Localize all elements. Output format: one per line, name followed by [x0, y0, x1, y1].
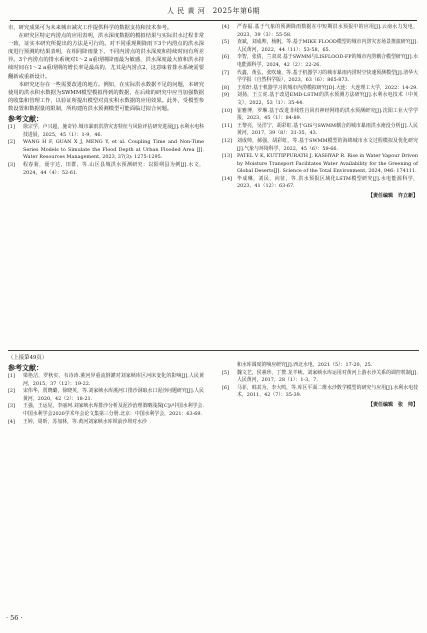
paragraph: 在研究区特定内涝点的应用表明，洪水深度数据的模拟结果与实际洪水过程非常一致，证实本研究所提出的方法是可行的。对不同重现期降雨下3个内涝点的洪水深度进行预测的结果表明，在相同降雨量下，不同内涝点的洪水深度和持续时间有所差异。3个内涝点的排水系统对1～2 a重现期降雨最为敏感，洪水深度最大值和洪水持续时间在1～2 a重现期的增长率是最高的，尤其是内涝点2，这意味着排水系统需要翻新或重新设计。 [8, 33, 204, 80]
reference-number: [11] [222, 122, 233, 129]
reference-item [222, 108, 418, 123]
reference-text: 刘成帅，郝强，胡彩虹，等.基于SWMM模型的海绵城市水文过程模拟及优化研究[J].气象与环境科学，2022，45（6）：59-66. [237, 137, 418, 152]
reference-text: PATEL V K, KUTTIPPURATH J, KASHYAP R. Rise in Water Vapour Driven by Moisture Transport Facilitates Water Availability for the Greening of Global Deserts[J]. Science of the Total Environment, 2024, 946: 174111. [237, 153, 418, 175]
reference-text: 王黎亮，吴洋宁，胡彩虹.基于GIS与SWMM耦合的城市暴雨洪水淹没分析[J].人民黄河，2017，39（8）：31-35，43. [237, 122, 418, 137]
reference-item [8, 139, 204, 162]
section-divider [8, 350, 419, 351]
reference-text: 刘扬，王立虎.基于改进EMD-LSTM的洪水预测方法研究[J].水利水电技术（中英文），2022，53（1）：35-44. [237, 92, 418, 106]
reference-text: 王婷，周昕，苏加林，等.黄河刘家峡水库坝前沙坝对水沙 [23, 418, 147, 425]
reference-item [222, 24, 418, 39]
reference-text: 宋伟华，贾晓璐，徐晓英，等.刘家峡水库洮河口排沙洞取水口泥沙问题研究[J].人民黄河，2020，42（2）：18-21. [23, 388, 204, 402]
reference-item [8, 403, 204, 418]
reference-number: [6] [222, 384, 229, 391]
reference-number: [12] [222, 137, 233, 144]
reference-text: 梁艳洁，罗秋实，韦诗涛.洮河异重流倒灌对刘家峡库区河床变化的影响[J].人民黄河，2015，37（12）：19-22. [23, 373, 204, 387]
reference-text: 程春菊，聂宇达，田群，等.山区县城洪水预测研究：以阳朔县为例[J].水文，2024，44（4）：52-61. [23, 162, 204, 176]
reference-list [8, 373, 204, 426]
reference-number: [4] [8, 418, 15, 425]
page-number: · 56 · [6, 614, 23, 622]
reference-text: 崔雅博，罗琳.基于改进非线性自回归神经网络的洪水预测研究[J].沈阳工业大学学报，2023，45（1）：84-89. [237, 107, 418, 122]
reference-item [8, 124, 204, 139]
reference-item [222, 385, 418, 400]
reference-number: [10] [222, 107, 233, 114]
reference-text: 徐宗学，卢兴超，施奇钤.城市暴雨洪涝灾害特征与风险评估研究进展[J].水利水电科技进展，2025，45（1）：1-9，46. [23, 124, 204, 138]
reference-text: WANG H F, GUAN X J, MENG Y, et al. Coupling Time and Non-Time Series Models to Simulate the Flood Depth at Urban Flooded Area [J]. Water Resources Management, 2023, 37(3): 1275-1295. [23, 139, 204, 161]
reference-number: [14] [222, 175, 233, 182]
reference-number: [5] [222, 39, 229, 46]
reference-item [222, 370, 418, 385]
reference-number: [3] [8, 403, 15, 410]
reference-number: [13] [222, 153, 233, 160]
reference-text: 马菲，韩其为，李大鸣，等.库区平面二维水沙数学模型的研究与应用[J].水利水电技术，2011，42（7）：35-39. [237, 384, 418, 399]
header-rule [10, 20, 417, 21]
references-heading: 参考文献： [8, 364, 43, 372]
reference-list [222, 362, 418, 400]
reference-text: 魏文艺，侯素珍，丁赞.龙羊峡、刘家峡水库运用对黄河上游水沙关系的调控机制[J].人民黄河，2017，28（1）：1-3，7. [237, 369, 418, 384]
reference-item [222, 123, 418, 138]
reference-number: [1] [8, 373, 15, 379]
reference-text: 严春福.基于气象的预测降雨数据在中短期洪水预报中的应用[J].云南水力发电，2023，39（3）：55-58. [237, 24, 418, 38]
reference-item [8, 162, 204, 177]
reference-list [8, 124, 204, 177]
reference-number: [1] [8, 124, 15, 131]
top-left-column [8, 24, 204, 177]
paragraph: 市，研究成果可为未来城市减灾工作提供科学的数据支持和技术参考。 [8, 25, 173, 31]
editor-credit: 【责任编辑 许立新】 [367, 193, 418, 200]
bottom-right-column [222, 362, 418, 409]
reference-item [222, 176, 418, 191]
reference-number: [2] [8, 139, 15, 146]
editor-credit: 【责任编辑 张 帅】 [367, 401, 418, 408]
references-heading: 参考文献： [8, 115, 43, 124]
reference-item [8, 419, 204, 427]
reference-number: [3] [8, 162, 15, 168]
paragraph: 本研究还存在一些需要改进的地方。例如，在实际洪水数据不足的问题，本研究使用的洪水积水数据为SWMM模型模拟得到的数据，在后续的研究中应当加强数据的收集和管理工作，以验证所提出模型对真实积水数据的应用效果。此外，受模型参数设置和数据量的限制，所构建的洪水预测模型可能面临过拟合问题。 [8, 81, 204, 112]
reference-text: 王强，王运见，李丽珂.刘家峡水库排沙分析及泥沙治理策略浅探[C]//中国水利学会.中国水利学会2020学术年会论文集第三分册.北京：中国水利学会，2021：63-69. [23, 403, 204, 417]
reference-text: 查斌，刘成帅，杨帆，等.基于MIKE FLOOD模型的城市内涝灾害场景推演研究[J].人民黄河，2022，44（11）：53-58，65. [237, 39, 418, 53]
continued-note: （上接第49页） [8, 355, 48, 361]
reference-text: 王柏轩.基于机器学习的城市内涝模拟研究[D].大连：大连理工大学，2022：14-29. [237, 84, 418, 91]
reference-text: 代鑫，黄弘，张吹瑜，等.基于机器学习的城市暴雨内涝时空快速预测模型[J].清华大学学报（自然科学版），2023，63（6）：865-873. [237, 69, 418, 84]
reference-item [222, 153, 418, 176]
reference-item [222, 70, 418, 85]
reference-item [222, 39, 418, 54]
top-right-column [222, 24, 418, 200]
reference-number: [6] [222, 54, 229, 61]
reference-text: 李智，张倩，兰双双.基于SWMM与LISFLOOD-FP的城市内涝耦合模型研究[J].水电能源科学，2024，42（2）：22-26. [237, 54, 418, 68]
running-header: 人 民 黄 河 2025年第6期 [167, 7, 260, 15]
reference-number: [8] [222, 84, 229, 91]
reference-number: [9] [222, 92, 229, 99]
reference-number: [5] [222, 369, 229, 376]
reference-text: 毕成琳，刘民，向征，等.洪水预报区域化LSTM模型研究[J].水电能源科学，2023，41（12）：63-67. [237, 175, 418, 190]
reference-item [222, 92, 418, 107]
reference-item [8, 373, 204, 388]
reference-item [222, 138, 418, 153]
bottom-left-column [8, 362, 204, 426]
reference-number: [2] [8, 388, 15, 395]
reference-item-continued [222, 362, 418, 370]
reference-text: 和水库调度的响应研究[J].西北水电，2021（5）：17-20，25. [237, 362, 373, 368]
reference-number: [4] [222, 24, 229, 30]
reference-list [222, 24, 418, 191]
reference-item [222, 54, 418, 69]
reference-number: [7] [222, 69, 229, 76]
reference-item [8, 388, 204, 403]
